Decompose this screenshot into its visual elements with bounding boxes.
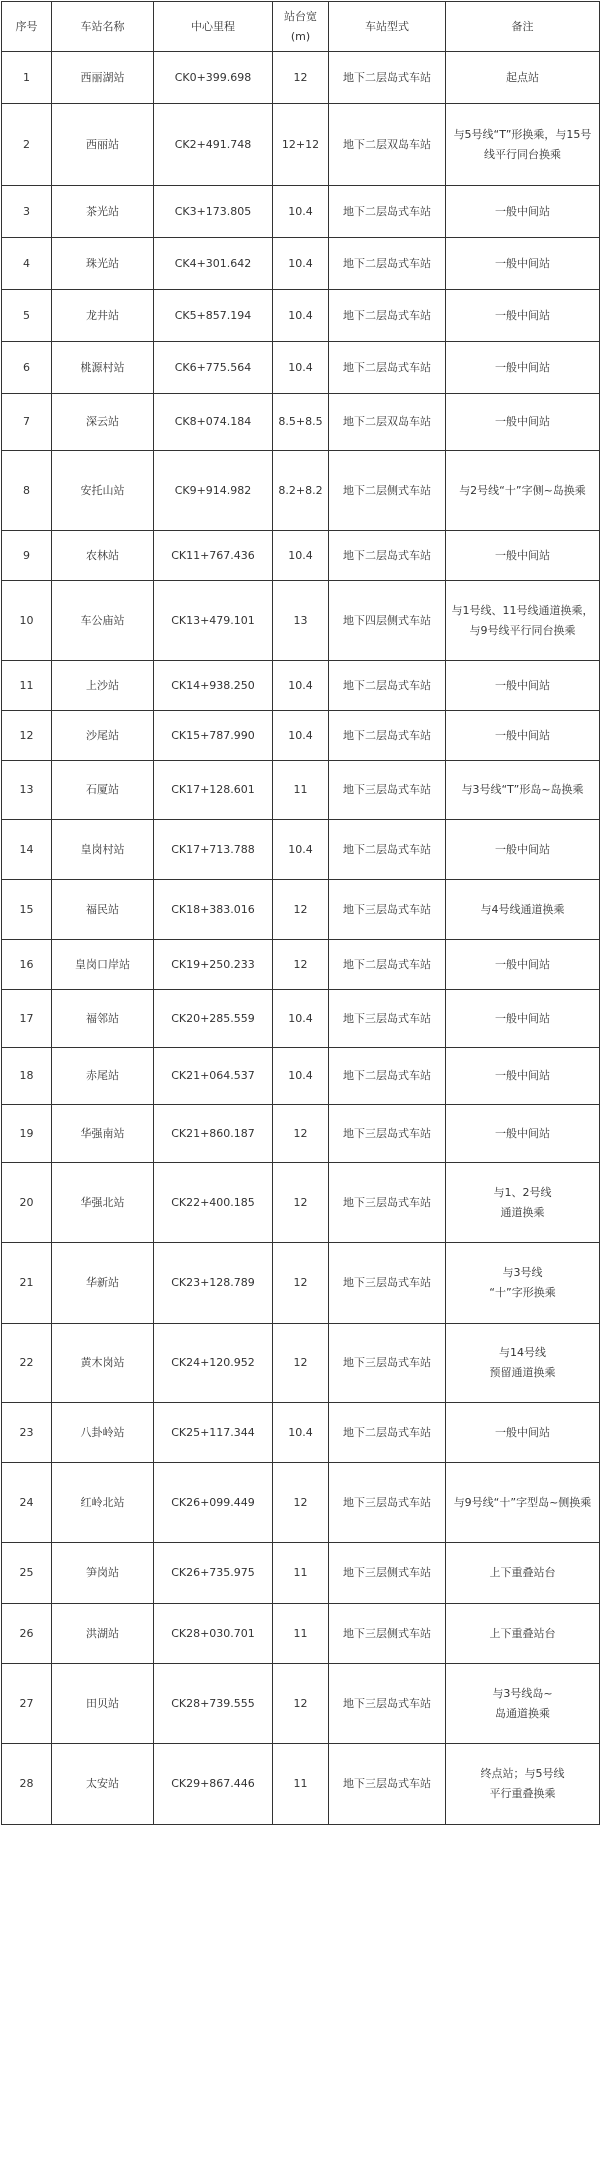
cell-remarks: 终点站；与5号线 平行重叠换乘 bbox=[446, 1744, 600, 1825]
header-cell-remarks: 备注 bbox=[446, 2, 600, 52]
cell-center-mileage: CK19+250.233 bbox=[154, 940, 273, 990]
cell-platform-width: 10.4 bbox=[273, 820, 329, 880]
cell-center-mileage: CK14+938.250 bbox=[154, 661, 273, 711]
cell-index: 18 bbox=[2, 1048, 52, 1105]
table-row bbox=[2, 342, 600, 394]
cell-index: 11 bbox=[2, 661, 52, 711]
cell-station-name: 田贝站 bbox=[52, 1664, 154, 1744]
cell-station-type: 地下四层侧式车站 bbox=[329, 581, 446, 661]
cell-remarks: 与1号线、11号线通道换乘，与9号线平行同台换乘 bbox=[446, 581, 600, 661]
cell-index: 26 bbox=[2, 1604, 52, 1664]
cell-station-name: 深云站 bbox=[52, 394, 154, 451]
cell-platform-width: 13 bbox=[273, 581, 329, 661]
header-cell-station-name: 车站名称 bbox=[52, 2, 154, 52]
cell-index: 9 bbox=[2, 531, 52, 581]
cell-remarks: 一般中间站 bbox=[446, 238, 600, 290]
cell-platform-width: 10.4 bbox=[273, 238, 329, 290]
table-row bbox=[2, 661, 600, 711]
cell-station-type: 地下三层岛式车站 bbox=[329, 761, 446, 820]
cell-center-mileage: CK28+030.701 bbox=[154, 1604, 273, 1664]
cell-center-mileage: CK21+064.537 bbox=[154, 1048, 273, 1105]
cell-station-name: 华强北站 bbox=[52, 1163, 154, 1243]
cell-remarks: 一般中间站 bbox=[446, 1105, 600, 1163]
cell-center-mileage: CK20+285.559 bbox=[154, 990, 273, 1048]
cell-index: 14 bbox=[2, 820, 52, 880]
cell-station-type: 地下二层岛式车站 bbox=[329, 342, 446, 394]
cell-index: 2 bbox=[2, 104, 52, 186]
cell-index: 25 bbox=[2, 1543, 52, 1604]
cell-remarks: 与3号线“T”形岛~岛换乘 bbox=[446, 761, 600, 820]
cell-station-name: 皇岗村站 bbox=[52, 820, 154, 880]
cell-station-name: 农林站 bbox=[52, 531, 154, 581]
cell-station-type: 地下三层岛式车站 bbox=[329, 1243, 446, 1324]
cell-platform-width: 10.4 bbox=[273, 990, 329, 1048]
cell-index: 23 bbox=[2, 1403, 52, 1463]
table-row bbox=[2, 1403, 600, 1463]
cell-index: 8 bbox=[2, 451, 52, 531]
cell-station-type: 地下三层岛式车站 bbox=[329, 1105, 446, 1163]
cell-center-mileage: CK6+775.564 bbox=[154, 342, 273, 394]
cell-center-mileage: CK22+400.185 bbox=[154, 1163, 273, 1243]
cell-remarks: 一般中间站 bbox=[446, 531, 600, 581]
cell-platform-width: 10.4 bbox=[273, 661, 329, 711]
cell-center-mileage: CK4+301.642 bbox=[154, 238, 273, 290]
cell-station-name: 福民站 bbox=[52, 880, 154, 940]
table-row bbox=[2, 820, 600, 880]
cell-station-type: 地下三层岛式车站 bbox=[329, 1744, 446, 1825]
table-row bbox=[2, 1604, 600, 1664]
cell-center-mileage: CK29+867.446 bbox=[154, 1744, 273, 1825]
cell-center-mileage: CK28+739.555 bbox=[154, 1664, 273, 1744]
cell-platform-width: 8.5+8.5 bbox=[273, 394, 329, 451]
cell-index: 15 bbox=[2, 880, 52, 940]
header-cell-index: 序号 bbox=[2, 2, 52, 52]
cell-center-mileage: CK21+860.187 bbox=[154, 1105, 273, 1163]
cell-remarks: 一般中间站 bbox=[446, 1048, 600, 1105]
cell-platform-width: 10.4 bbox=[273, 342, 329, 394]
cell-remarks: 一般中间站 bbox=[446, 186, 600, 238]
cell-station-name: 福邻站 bbox=[52, 990, 154, 1048]
table-row bbox=[2, 394, 600, 451]
cell-center-mileage: CK15+787.990 bbox=[154, 711, 273, 761]
cell-remarks: 与3号线 “十”字形换乘 bbox=[446, 1243, 600, 1324]
cell-station-name: 笋岗站 bbox=[52, 1543, 154, 1604]
cell-center-mileage: CK0+399.698 bbox=[154, 52, 273, 104]
cell-station-type: 地下三层岛式车站 bbox=[329, 990, 446, 1048]
cell-station-type: 地下三层侧式车站 bbox=[329, 1604, 446, 1664]
cell-station-name: 八卦岭站 bbox=[52, 1403, 154, 1463]
cell-station-name: 安托山站 bbox=[52, 451, 154, 531]
cell-platform-width: 12 bbox=[273, 1163, 329, 1243]
table-row bbox=[2, 1243, 600, 1324]
table-row bbox=[2, 761, 600, 820]
cell-center-mileage: CK13+479.101 bbox=[154, 581, 273, 661]
cell-station-name: 华强南站 bbox=[52, 1105, 154, 1163]
table-row bbox=[2, 1744, 600, 1825]
cell-remarks: 上下重叠站台 bbox=[446, 1543, 600, 1604]
station-table bbox=[1, 1, 600, 1825]
cell-station-type: 地下二层岛式车站 bbox=[329, 290, 446, 342]
cell-platform-width: 12 bbox=[273, 1243, 329, 1324]
cell-index: 21 bbox=[2, 1243, 52, 1324]
cell-platform-width: 10.4 bbox=[273, 1048, 329, 1105]
cell-platform-width: 12 bbox=[273, 52, 329, 104]
cell-center-mileage: CK17+713.788 bbox=[154, 820, 273, 880]
cell-station-type: 地下二层岛式车站 bbox=[329, 1403, 446, 1463]
cell-station-name: 皇岗口岸站 bbox=[52, 940, 154, 990]
cell-station-type: 地下三层岛式车站 bbox=[329, 1163, 446, 1243]
cell-station-name: 西丽站 bbox=[52, 104, 154, 186]
table-row bbox=[2, 1463, 600, 1543]
cell-remarks: 一般中间站 bbox=[446, 1403, 600, 1463]
cell-index: 3 bbox=[2, 186, 52, 238]
cell-index: 1 bbox=[2, 52, 52, 104]
cell-station-name: 石厦站 bbox=[52, 761, 154, 820]
table-row bbox=[2, 1163, 600, 1243]
cell-remarks: 起点站 bbox=[446, 52, 600, 104]
cell-remarks: 一般中间站 bbox=[446, 820, 600, 880]
cell-index: 19 bbox=[2, 1105, 52, 1163]
table-row bbox=[2, 104, 600, 186]
cell-station-type: 地下二层岛式车站 bbox=[329, 186, 446, 238]
cell-index: 16 bbox=[2, 940, 52, 990]
cell-center-mileage: CK23+128.789 bbox=[154, 1243, 273, 1324]
cell-remarks: 与2号线“十”字侧~岛换乘 bbox=[446, 451, 600, 531]
cell-station-type: 地下二层双岛车站 bbox=[329, 104, 446, 186]
cell-platform-width: 8.2+8.2 bbox=[273, 451, 329, 531]
cell-station-type: 地下二层岛式车站 bbox=[329, 52, 446, 104]
cell-station-name: 茶光站 bbox=[52, 186, 154, 238]
header-cell-center-mileage: 中心里程 bbox=[154, 2, 273, 52]
cell-station-type: 地下二层岛式车站 bbox=[329, 661, 446, 711]
table-row bbox=[2, 1664, 600, 1744]
cell-remarks: 一般中间站 bbox=[446, 290, 600, 342]
cell-station-name: 赤尾站 bbox=[52, 1048, 154, 1105]
table-row bbox=[2, 1105, 600, 1163]
cell-platform-width: 12 bbox=[273, 1105, 329, 1163]
cell-center-mileage: CK26+099.449 bbox=[154, 1463, 273, 1543]
cell-station-name: 黄木岗站 bbox=[52, 1324, 154, 1403]
cell-center-mileage: CK9+914.982 bbox=[154, 451, 273, 531]
cell-index: 5 bbox=[2, 290, 52, 342]
cell-station-type: 地下三层岛式车站 bbox=[329, 1463, 446, 1543]
cell-center-mileage: CK18+383.016 bbox=[154, 880, 273, 940]
cell-remarks: 一般中间站 bbox=[446, 661, 600, 711]
cell-station-name: 华新站 bbox=[52, 1243, 154, 1324]
table-row bbox=[2, 880, 600, 940]
cell-platform-width: 11 bbox=[273, 761, 329, 820]
cell-platform-width: 12 bbox=[273, 1324, 329, 1403]
cell-remarks: 与1、2号线 通道换乘 bbox=[446, 1163, 600, 1243]
cell-station-type: 地下二层侧式车站 bbox=[329, 451, 446, 531]
cell-station-type: 地下二层岛式车站 bbox=[329, 711, 446, 761]
table-row bbox=[2, 1048, 600, 1105]
cell-platform-width: 10.4 bbox=[273, 531, 329, 581]
cell-remarks: 一般中间站 bbox=[446, 990, 600, 1048]
cell-station-type: 地下二层岛式车站 bbox=[329, 1048, 446, 1105]
cell-index: 20 bbox=[2, 1163, 52, 1243]
cell-center-mileage: CK26+735.975 bbox=[154, 1543, 273, 1604]
cell-platform-width: 10.4 bbox=[273, 711, 329, 761]
table-row bbox=[2, 711, 600, 761]
header-row bbox=[2, 2, 600, 52]
cell-station-type: 地下二层双岛车站 bbox=[329, 394, 446, 451]
cell-station-type: 地下二层岛式车站 bbox=[329, 531, 446, 581]
table-row bbox=[2, 940, 600, 990]
table-row bbox=[2, 581, 600, 661]
cell-index: 17 bbox=[2, 990, 52, 1048]
table-row bbox=[2, 186, 600, 238]
table-row bbox=[2, 531, 600, 581]
cell-station-name: 上沙站 bbox=[52, 661, 154, 711]
cell-station-name: 珠光站 bbox=[52, 238, 154, 290]
cell-station-name: 龙井站 bbox=[52, 290, 154, 342]
cell-station-name: 太安站 bbox=[52, 1744, 154, 1825]
table-row bbox=[2, 990, 600, 1048]
cell-station-type: 地下二层岛式车站 bbox=[329, 940, 446, 990]
table-row bbox=[2, 451, 600, 531]
table-row bbox=[2, 1543, 600, 1604]
header-cell-station-type: 车站型式 bbox=[329, 2, 446, 52]
cell-remarks: 与3号线岛~ 岛通道换乘 bbox=[446, 1664, 600, 1744]
cell-center-mileage: CK11+767.436 bbox=[154, 531, 273, 581]
table-row bbox=[2, 52, 600, 104]
cell-index: 24 bbox=[2, 1463, 52, 1543]
cell-platform-width: 12 bbox=[273, 1463, 329, 1543]
cell-station-type: 地下三层岛式车站 bbox=[329, 1324, 446, 1403]
cell-remarks: 上下重叠站台 bbox=[446, 1604, 600, 1664]
cell-station-name: 沙尾站 bbox=[52, 711, 154, 761]
cell-index: 12 bbox=[2, 711, 52, 761]
cell-remarks: 一般中间站 bbox=[446, 940, 600, 990]
cell-station-name: 车公庙站 bbox=[52, 581, 154, 661]
cell-index: 6 bbox=[2, 342, 52, 394]
cell-index: 10 bbox=[2, 581, 52, 661]
cell-station-type: 地下三层岛式车站 bbox=[329, 1664, 446, 1744]
cell-platform-width: 12+12 bbox=[273, 104, 329, 186]
cell-platform-width: 11 bbox=[273, 1543, 329, 1604]
cell-remarks: 一般中间站 bbox=[446, 394, 600, 451]
cell-platform-width: 12 bbox=[273, 1664, 329, 1744]
table-row bbox=[2, 1324, 600, 1403]
cell-station-type: 地下三层岛式车站 bbox=[329, 880, 446, 940]
cell-index: 27 bbox=[2, 1664, 52, 1744]
cell-platform-width: 11 bbox=[273, 1744, 329, 1825]
cell-platform-width: 11 bbox=[273, 1604, 329, 1664]
cell-center-mileage: CK25+117.344 bbox=[154, 1403, 273, 1463]
cell-platform-width: 10.4 bbox=[273, 290, 329, 342]
cell-station-name: 桃源村站 bbox=[52, 342, 154, 394]
cell-station-name: 红岭北站 bbox=[52, 1463, 154, 1543]
cell-center-mileage: CK8+074.184 bbox=[154, 394, 273, 451]
table-row bbox=[2, 238, 600, 290]
header-cell-platform-width: 站台宽(m) bbox=[273, 2, 329, 52]
cell-platform-width: 10.4 bbox=[273, 186, 329, 238]
cell-station-type: 地下三层侧式车站 bbox=[329, 1543, 446, 1604]
cell-center-mileage: CK3+173.805 bbox=[154, 186, 273, 238]
cell-index: 7 bbox=[2, 394, 52, 451]
table-row bbox=[2, 290, 600, 342]
cell-station-name: 西丽湖站 bbox=[52, 52, 154, 104]
cell-center-mileage: CK2+491.748 bbox=[154, 104, 273, 186]
cell-remarks: 与5号线“T”形换乘，与15号线平行同台换乘 bbox=[446, 104, 600, 186]
cell-center-mileage: CK5+857.194 bbox=[154, 290, 273, 342]
cell-index: 22 bbox=[2, 1324, 52, 1403]
cell-center-mileage: CK24+120.952 bbox=[154, 1324, 273, 1403]
table-body bbox=[2, 52, 600, 1825]
cell-index: 13 bbox=[2, 761, 52, 820]
cell-remarks: 与4号线通道换乘 bbox=[446, 880, 600, 940]
cell-station-type: 地下二层岛式车站 bbox=[329, 238, 446, 290]
cell-index: 28 bbox=[2, 1744, 52, 1825]
cell-remarks: 一般中间站 bbox=[446, 342, 600, 394]
cell-platform-width: 12 bbox=[273, 880, 329, 940]
cell-remarks: 与9号线“十”字型岛~侧换乘 bbox=[446, 1463, 600, 1543]
cell-index: 4 bbox=[2, 238, 52, 290]
cell-platform-width: 10.4 bbox=[273, 1403, 329, 1463]
cell-remarks: 与14号线 预留通道换乘 bbox=[446, 1324, 600, 1403]
cell-remarks: 一般中间站 bbox=[446, 711, 600, 761]
cell-station-type: 地下二层岛式车站 bbox=[329, 820, 446, 880]
cell-platform-width: 12 bbox=[273, 940, 329, 990]
cell-station-name: 洪湖站 bbox=[52, 1604, 154, 1664]
cell-center-mileage: CK17+128.601 bbox=[154, 761, 273, 820]
